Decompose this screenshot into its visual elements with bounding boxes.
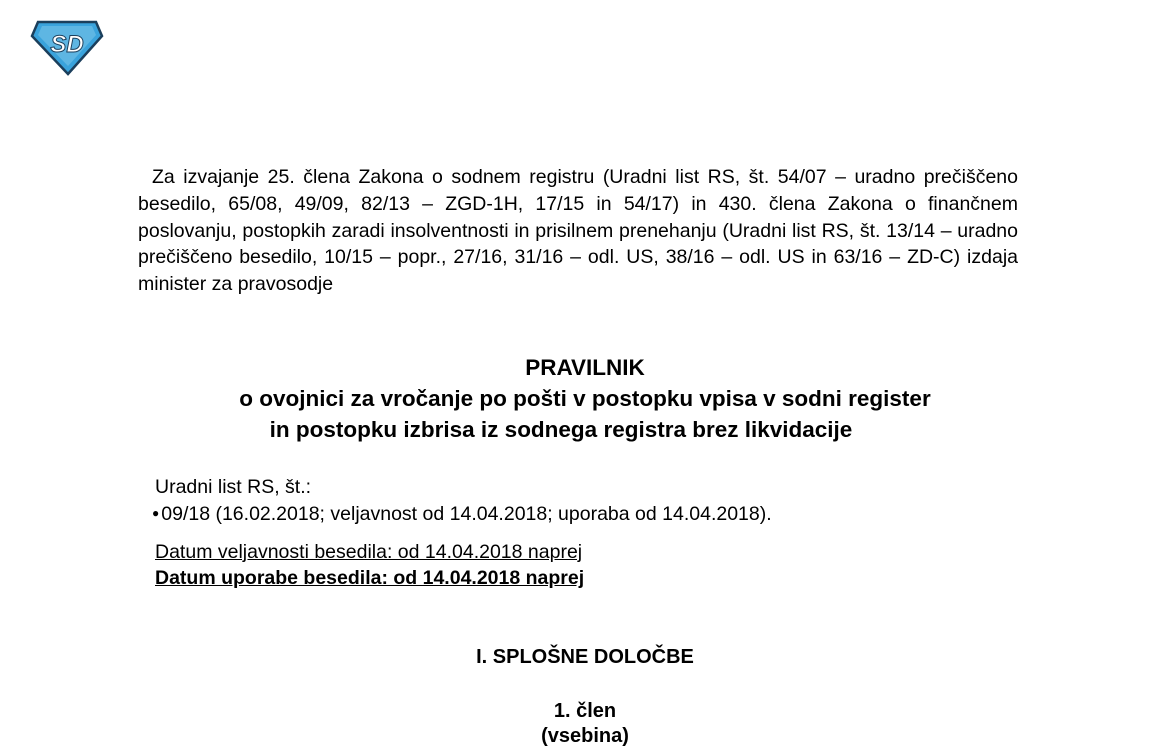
gazette-label: Uradni list RS, št.: [155,476,312,498]
application-date-link[interactable]: Datum uporabe besedila: od 14.04.2018 naprej [155,567,585,589]
bullet-icon: ● [152,506,160,520]
article-subject: (vsebina) [541,725,629,747]
section-heading: I. SPLOŠNE DOLOČBE [476,646,694,668]
gazette-entry[interactable] [152,503,772,526]
validity-date-link[interactable]: Datum veljavnosti besedila: od 14.04.2018 naprej [155,541,583,563]
intro-paragraph [138,164,1018,298]
title-line-2: o ovojnici za vročanje po pošti v postopku vpisa v sodni register [239,386,931,411]
intro-text: Za izvajanje 25. člena Zakona o sodnem registru (Uradni list RS, št. 54/07 – uradno prečiščeno besedilo, 65/08, 49/09, 82/13 – ZGD-1H, 17/15 in 54/17) in 430. člena Zakona o finančnem poslovanju, postopkih zaradi insolventnosti in prisilnem prenehanju (Uradni list RS, št. 13/14 – uradno prečiščeno besedilo, 10/15 – popr., 27/16, 31/16 – odl. US, 38/16 – odl. US in 63/16 – ZD-C) izdaja minister za pravosodje [138,166,1018,296]
title-line-3: in postopku izbrisa iz sodnega registra brez likvidacije [269,417,853,442]
gazette-entry-text[interactable]: 09/18 (16.02.2018; veljavnost od 14.04.2018; uporaba od 14.04.2018). [161,503,772,525]
title-line-1: PRAVILNIK [525,355,645,380]
logo-text: SD [50,31,84,58]
article-number: 1. člen [553,700,617,722]
document-title [130,352,1040,445]
logo-icon [30,16,104,78]
